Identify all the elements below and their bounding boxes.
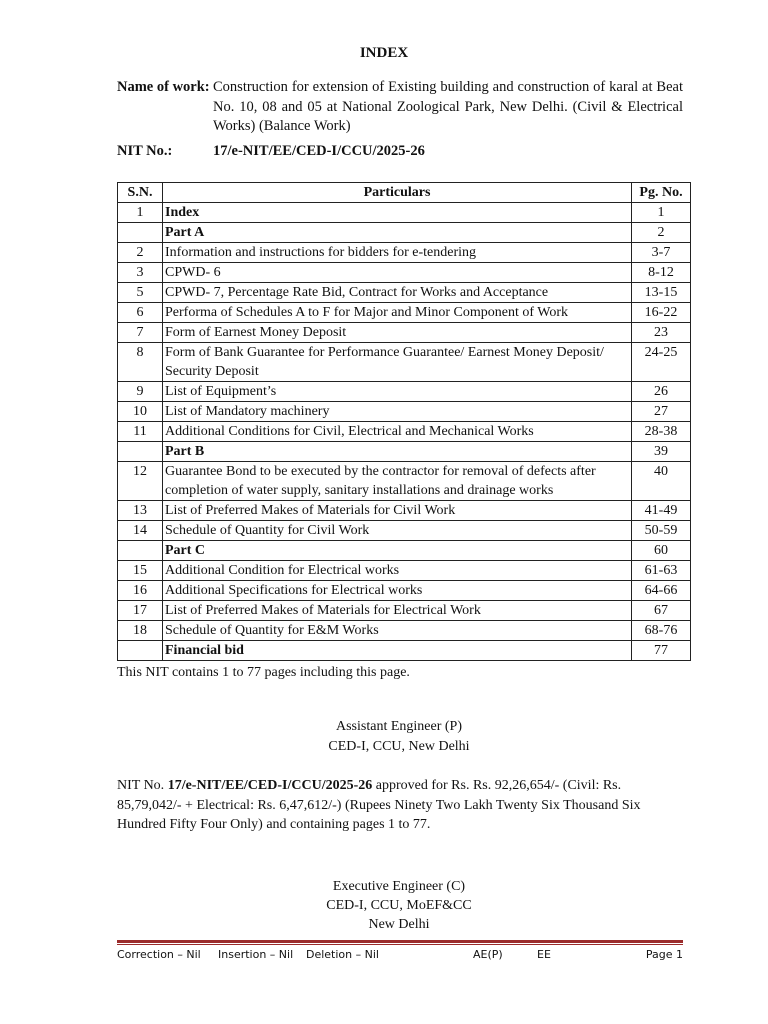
nit-number bbox=[117, 143, 425, 160]
cell-particulars: Part B bbox=[163, 442, 632, 462]
footer-page-number: Page 1 bbox=[645, 948, 683, 961]
table-row bbox=[118, 203, 691, 223]
cell-page: 64-66 bbox=[632, 581, 691, 601]
name-of-work-value: Construction for extension of Existing building and construction of karal at Beat No. 10, 08 and 05 at National Zoological Park, New Delhi. (Civil & Electrical Works) (Balance Work) bbox=[213, 79, 683, 134]
cell-sn: 11 bbox=[118, 422, 163, 442]
signatory-city: New Delhi bbox=[368, 917, 430, 932]
cell-particulars: Index bbox=[163, 203, 632, 223]
table-row bbox=[118, 243, 691, 263]
nit-label: NIT No.: bbox=[117, 143, 173, 159]
table-row bbox=[118, 541, 691, 561]
signatory-office: CED-I, CCU, New Delhi bbox=[328, 739, 470, 754]
cell-sn: 17 bbox=[118, 601, 163, 621]
cell-particulars: Form of Earnest Money Deposit bbox=[163, 323, 632, 343]
cell-page: 41-49 bbox=[632, 501, 691, 521]
cell-particulars: Performa of Schedules A to F for Major and Minor Component of Work bbox=[163, 303, 632, 323]
cell-sn bbox=[118, 641, 163, 661]
table-row bbox=[118, 641, 691, 661]
cell-sn: 8 bbox=[118, 343, 163, 382]
cell-particulars: List of Preferred Makes of Materials for Civil Work bbox=[163, 501, 632, 521]
name-of-work-label: Name of work: bbox=[117, 79, 210, 95]
cell-page: 8-12 bbox=[632, 263, 691, 283]
table-row bbox=[118, 521, 691, 541]
signatory-designation: Executive Engineer (C) bbox=[332, 879, 466, 894]
cell-sn: 9 bbox=[118, 382, 163, 402]
table-body bbox=[118, 203, 691, 661]
table-row bbox=[118, 343, 691, 382]
cell-page: 16-22 bbox=[632, 303, 691, 323]
cell-particulars: Form of Bank Guarantee for Performance Guarantee/ Earnest Money Deposit/ Security Deposit bbox=[163, 343, 632, 382]
cell-particulars: Schedule of Quantity for Civil Work bbox=[163, 521, 632, 541]
signatory-designation: Assistant Engineer (P) bbox=[336, 719, 462, 734]
table-row bbox=[118, 223, 691, 243]
cell-page: 3-7 bbox=[632, 243, 691, 263]
table-row bbox=[118, 462, 691, 501]
cell-particulars: List of Equipment’s bbox=[163, 382, 632, 402]
cell-page: 68-76 bbox=[632, 621, 691, 641]
cell-page: 23 bbox=[632, 323, 691, 343]
cell-page: 67 bbox=[632, 601, 691, 621]
cell-page: 13-15 bbox=[632, 283, 691, 303]
cell-particulars: List of Mandatory machinery bbox=[163, 402, 632, 422]
cell-sn: 7 bbox=[118, 323, 163, 343]
table-row bbox=[118, 442, 691, 462]
cell-page: 39 bbox=[632, 442, 691, 462]
cell-page: 1 bbox=[632, 203, 691, 223]
cell-sn: 3 bbox=[118, 263, 163, 283]
cell-particulars: Schedule of Quantity for E&M Works bbox=[163, 621, 632, 641]
footer-insertion: Insertion – Nil bbox=[218, 948, 294, 961]
cell-page: 50-59 bbox=[632, 521, 691, 541]
cell-page: 26 bbox=[632, 382, 691, 402]
table-row bbox=[118, 303, 691, 323]
footer-correction: Correction – Nil bbox=[117, 948, 201, 961]
page-footer bbox=[117, 948, 683, 964]
cell-particulars: Part A bbox=[163, 223, 632, 243]
cell-particulars: Financial bid bbox=[163, 641, 632, 661]
cell-sn: 13 bbox=[118, 501, 163, 521]
cell-page: 24-25 bbox=[632, 343, 691, 382]
cell-sn: 16 bbox=[118, 581, 163, 601]
cell-page: 77 bbox=[632, 641, 691, 661]
nit-value: 17/e-NIT/EE/CED-I/CCU/2025-26 bbox=[213, 143, 425, 159]
footer-deletion: Deletion – Nil bbox=[306, 948, 379, 961]
table-row bbox=[118, 323, 691, 343]
footer-rule-thin bbox=[117, 944, 683, 945]
assistant-engineer-signature bbox=[0, 717, 768, 757]
table-row bbox=[118, 601, 691, 621]
cell-sn: 1 bbox=[118, 203, 163, 223]
executive-engineer-signature bbox=[0, 877, 768, 934]
footer-ae: AE(P) bbox=[473, 948, 503, 961]
table-row bbox=[118, 501, 691, 521]
cell-particulars: Additional Specifications for Electrical works bbox=[163, 581, 632, 601]
table-row bbox=[118, 402, 691, 422]
cell-sn: 5 bbox=[118, 283, 163, 303]
approval-nit-no: 17/e-NIT/EE/CED-I/CCU/2025-26 bbox=[167, 778, 373, 793]
cell-particulars: Information and instructions for bidders for e-tendering bbox=[163, 243, 632, 263]
cell-page: 2 bbox=[632, 223, 691, 243]
approval-paragraph bbox=[117, 776, 677, 835]
approval-text: approved for Rs. Rs. 92,26,654/- (Civil: Rs. 85,79,042/- + Electrical: Rs. 6,47,612/-) (Rupees Ninety Two Lakh Twenty Six Thousand Six Hundred Fifty Four Only) and containing pages 1 to 77. bbox=[117, 778, 641, 832]
table-row bbox=[118, 581, 691, 601]
cell-particulars: CPWD- 6 bbox=[163, 263, 632, 283]
page-title: INDEX bbox=[359, 45, 409, 61]
table-row bbox=[118, 422, 691, 442]
cell-sn: 14 bbox=[118, 521, 163, 541]
table-row bbox=[118, 283, 691, 303]
cell-sn bbox=[118, 442, 163, 462]
cell-particulars: Part C bbox=[163, 541, 632, 561]
cell-sn: 12 bbox=[118, 462, 163, 501]
index-table bbox=[117, 182, 691, 661]
table-row bbox=[118, 263, 691, 283]
header-page: Pg. No. bbox=[632, 183, 691, 203]
name-of-work bbox=[117, 78, 683, 137]
cell-particulars: Additional Conditions for Civil, Electrical and Mechanical Works bbox=[163, 422, 632, 442]
cell-page: 40 bbox=[632, 462, 691, 501]
table-row bbox=[118, 561, 691, 581]
table-header-row bbox=[118, 183, 691, 203]
table-row bbox=[118, 621, 691, 641]
header-sn: S.N. bbox=[118, 183, 163, 203]
cell-page: 61-63 bbox=[632, 561, 691, 581]
cell-page: 28-38 bbox=[632, 422, 691, 442]
cell-particulars: Guarantee Bond to be executed by the contractor for removal of defects after completion of water supply, sanitary installations and drainage works bbox=[163, 462, 632, 501]
approval-prefix: NIT No. bbox=[117, 778, 168, 793]
footer-ee: EE bbox=[537, 948, 551, 961]
cell-sn: 2 bbox=[118, 243, 163, 263]
cell-sn bbox=[118, 223, 163, 243]
cell-sn: 15 bbox=[118, 561, 163, 581]
cell-particulars: List of Preferred Makes of Materials for Electrical Work bbox=[163, 601, 632, 621]
cell-particulars: Additional Condition for Electrical works bbox=[163, 561, 632, 581]
cell-sn bbox=[118, 541, 163, 561]
header-particulars: Particulars bbox=[163, 183, 632, 203]
cell-page: 27 bbox=[632, 402, 691, 422]
signatory-office: CED-I, CCU, MoEF&CC bbox=[326, 898, 472, 913]
cell-sn: 18 bbox=[118, 621, 163, 641]
cell-particulars: CPWD- 7, Percentage Rate Bid, Contract for Works and Acceptance bbox=[163, 283, 632, 303]
table-row bbox=[118, 382, 691, 402]
page-count-note: This NIT contains 1 to 77 pages including this page. bbox=[117, 665, 410, 680]
footer-rule-thick bbox=[117, 940, 683, 943]
cell-sn: 10 bbox=[118, 402, 163, 422]
cell-page: 60 bbox=[632, 541, 691, 561]
cell-sn: 6 bbox=[118, 303, 163, 323]
